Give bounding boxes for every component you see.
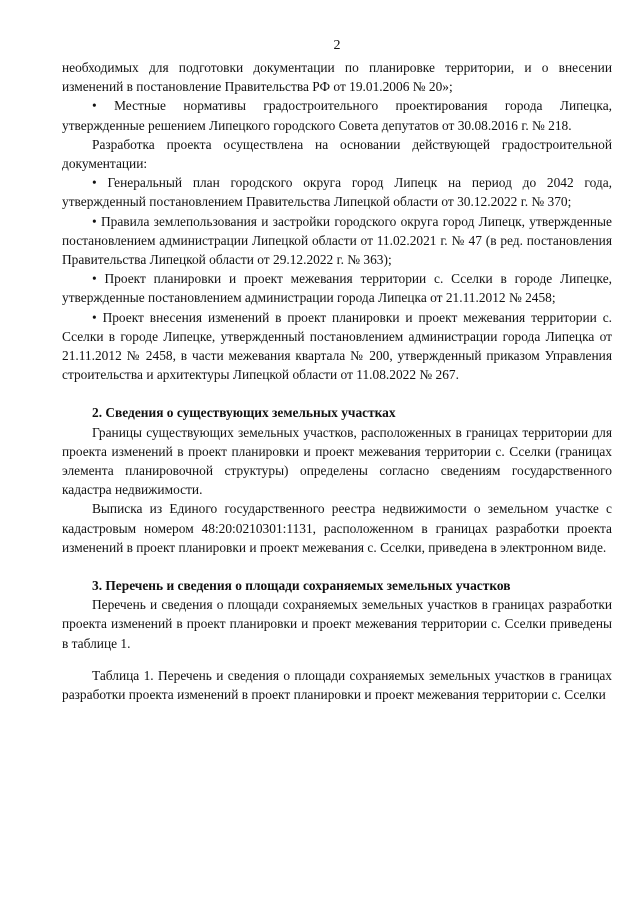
section-gap (62, 384, 612, 403)
section-gap (62, 557, 612, 576)
caption-gap (62, 653, 612, 666)
bullet-item-general-plan: • Генеральный план городского округа город Липецк на период до 2042 года, утвержденный постановлением Правительства Липецкой области от 30.12.2022 г. № 370; (62, 173, 612, 211)
table-caption: Таблица 1. Перечень и сведения о площади сохраняемых земельных участков в границах разработки проекта изменений в проект планировки и проект межевания территории с. Сселки (62, 667, 612, 703)
section-3-heading: 3. Перечень и сведения о площади сохраняемых земельных участков (92, 578, 511, 594)
section-2-heading: 2. Сведения о существующих земельных участках (92, 405, 396, 421)
bullet-item-planning-project: • Проект планировки и проект межевания территории с. Сселки в городе Липецке, утвержденные постановлением администрации города Липецка от 21.11.2012 № 2458; (62, 269, 612, 307)
section-3-paragraph: Перечень и сведения о площади сохраняемых земельных участков в границах разработки проекта изменений в проект планировки и проект межевания территории с. Сселки приведены в таблице 1. (62, 597, 612, 651)
document-page (62, 0, 612, 704)
section-2-paragraph: Границы существующих земельных участков, расположенных в границах территории для проекта изменений в проект планировки и проект межевания территории с. Сселки (границах элемента планировочной структуры) определены согласно сведениям государственного кадастра недвижимости. (62, 424, 612, 498)
bullet-item-amendment-project: • Проект внесения изменений в проект планировки и проект межевания территории с. Сселки в городе Липецке, утвержденный постановлением администрации города Липецка от 21.11.2012 № 2458, в части межевания квартала № 200, утвержденный приказом Управления строительства и архитектуры Липецкой области от 11.08.2022 № 267. (62, 308, 612, 385)
page-number: 2 (333, 38, 341, 53)
basis-intro-paragraph: Разработка проекта осуществлена на основании действующей градостроительной документации: (62, 136, 612, 172)
bullet-item-land-use-rules: • Правила землепользования и застройки городского округа город Липецк, утвержденные постановлением администрации Липецкой области от 11.02.2021 г. № 47 (в ред. постановления Правительства Липецкой области от 29.12.2022 г. № 363); (62, 212, 612, 270)
continued-paragraph: необходимых для подготовки документации по планировке территории, и о внесении изменений в постановление Правительства РФ от 19.01.2006 № 20»; (62, 60, 612, 95)
section-2-paragraph: Выписка из Единого государственного реестра недвижимости о земельном участке с кадастровым номером 48:20:0210301:1131, расположенном в границах разработки проекта изменений в проект планировки и проект межевания с. Сселки, приведена в электронном виде. (62, 501, 612, 555)
bullet-item-local-norms: • Местные нормативы градостроительного проектирования города Липецка, утвержденные решением Липецкого городского Совета депутатов от 30.08.2016 г. № 218. (62, 96, 612, 134)
